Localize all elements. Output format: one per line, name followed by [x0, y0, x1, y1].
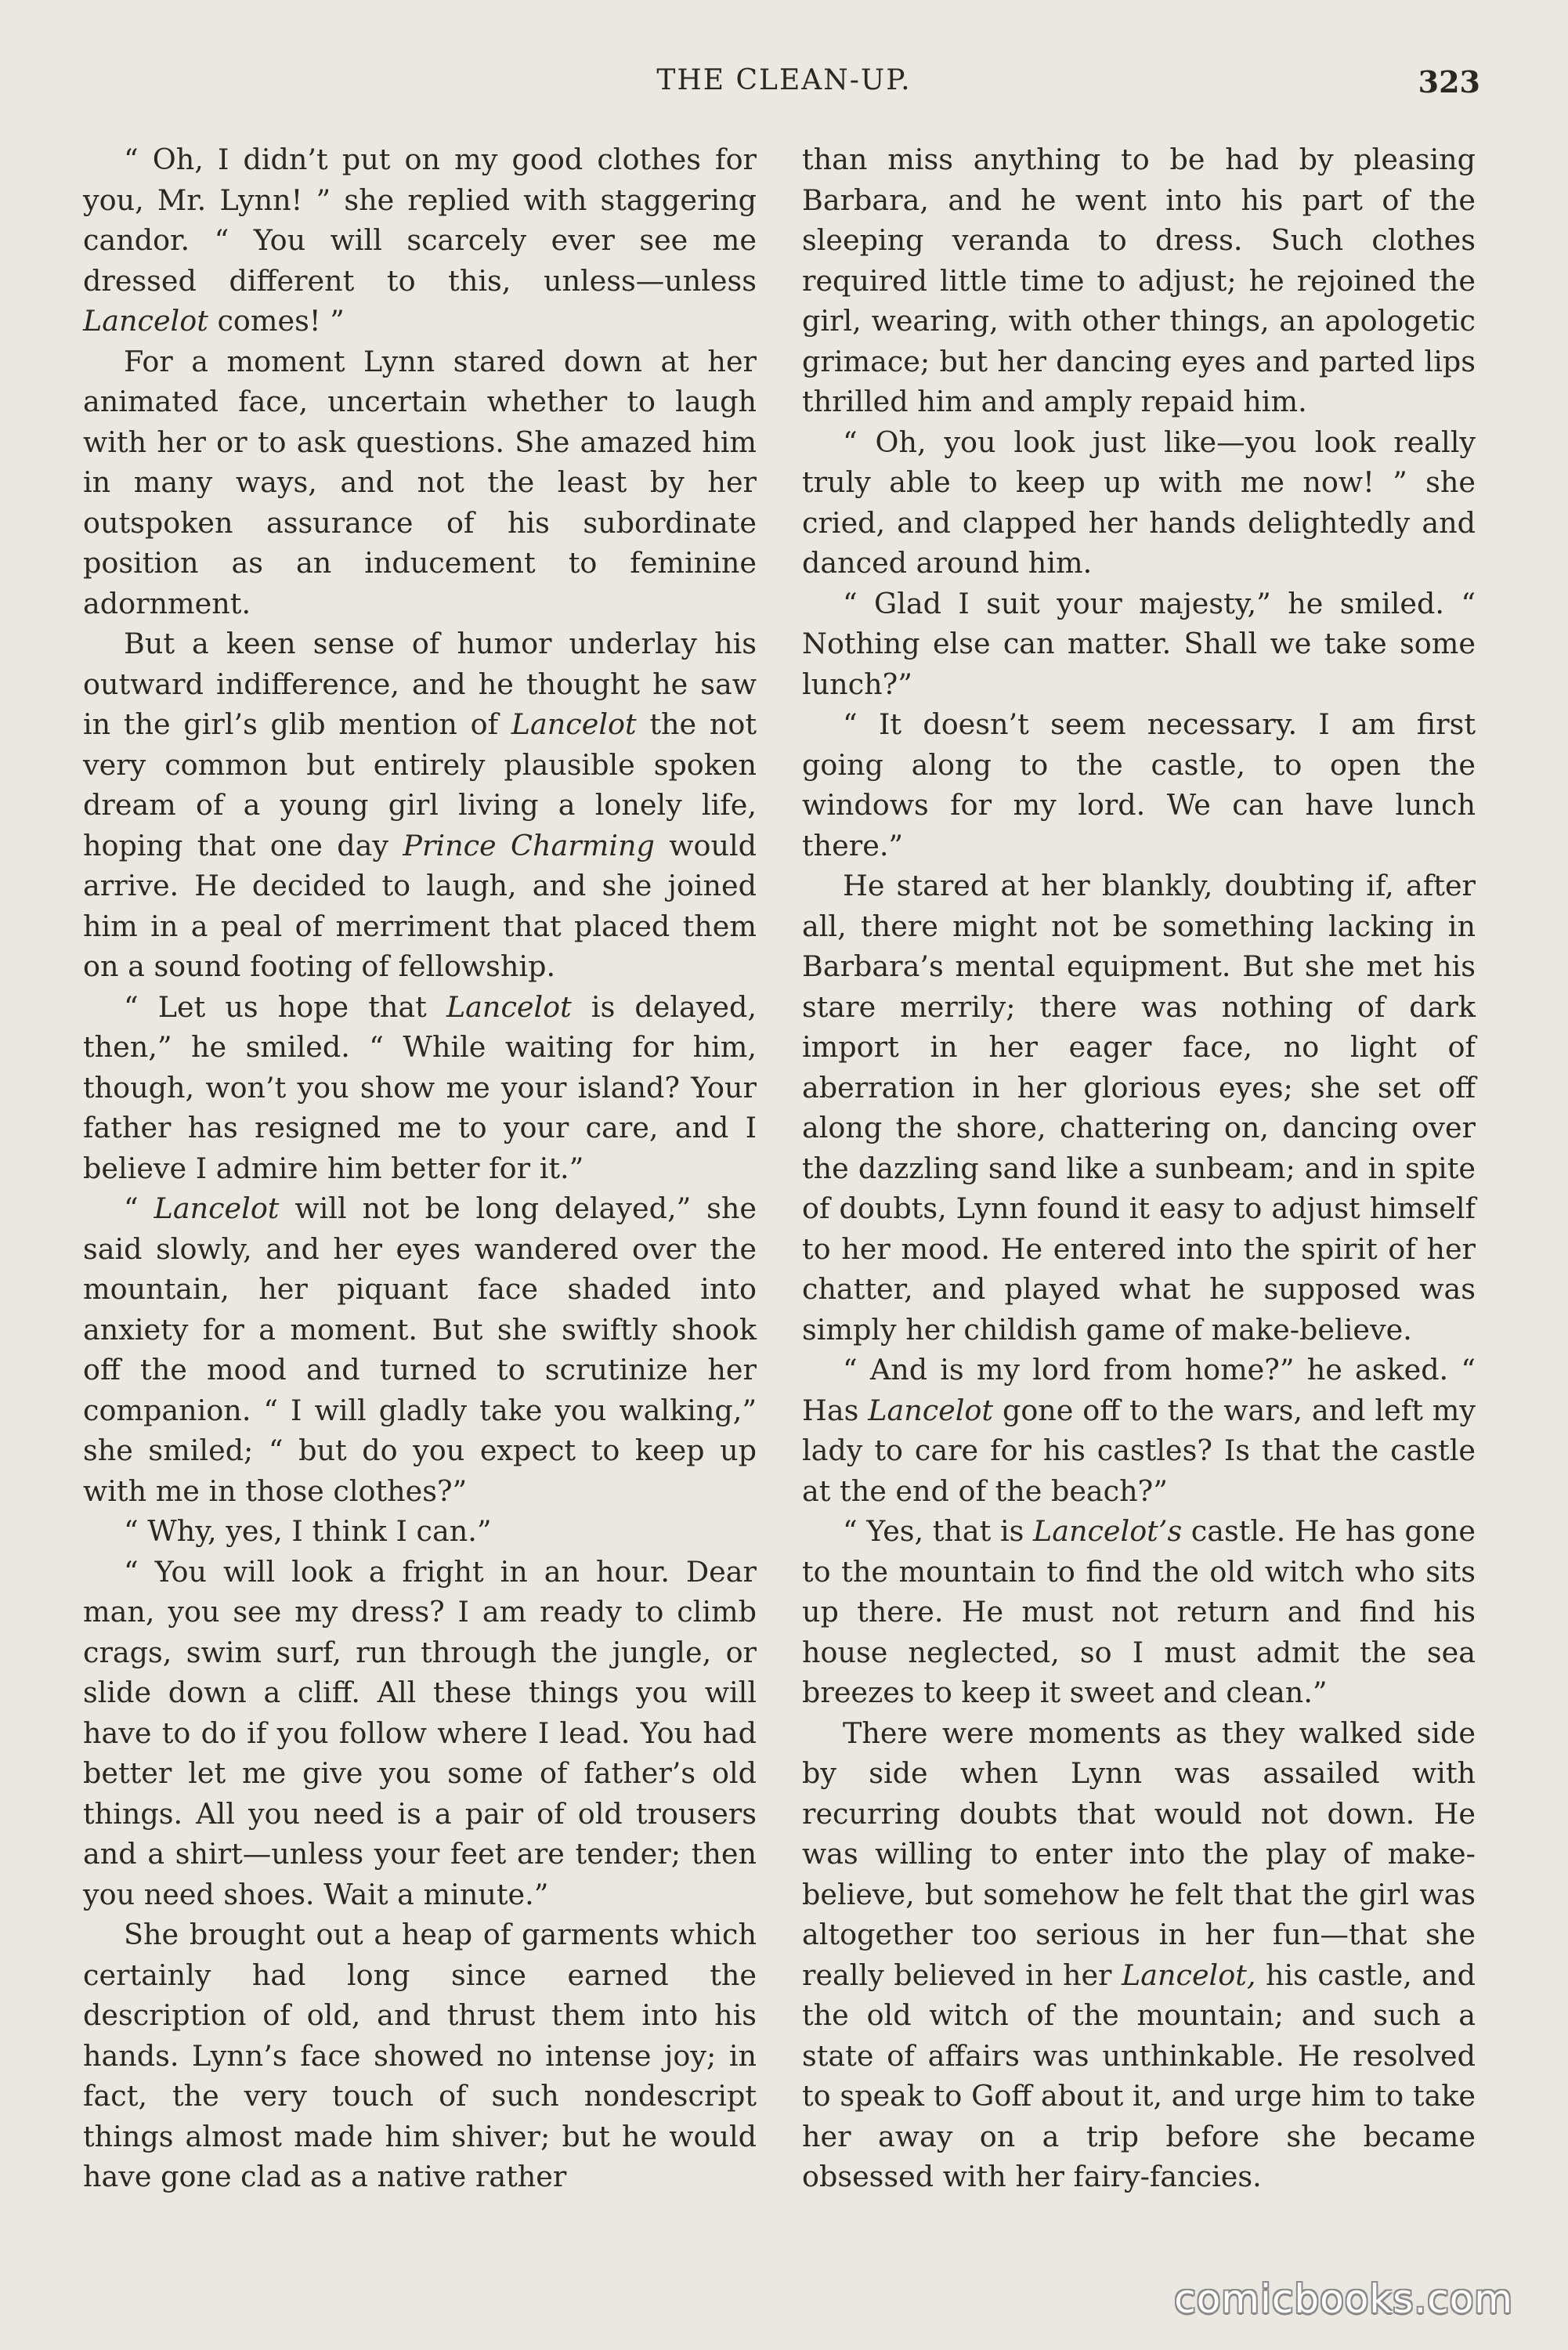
right-text-column	[802, 139, 1476, 2197]
italic-text: Prince Charming	[403, 828, 655, 862]
text-run: “ Oh, you look just like—you look really truly able to keep up with me now! ” she cried, and clapped her hands delightedly and danced around him.	[802, 425, 1476, 580]
text-run: “ Glad I suit your majesty,” he smiled. “ Nothing else can matter. Shall we take some lunch?”	[802, 586, 1476, 701]
italic-text: Lancelot	[154, 1191, 280, 1225]
paragraph	[83, 1188, 757, 1511]
text-run: the not very common but entirely plausible spoken dream of a young girl living a lonely life, hoping that one day	[83, 707, 757, 862]
paragraph	[802, 1713, 1476, 2197]
paragraph	[83, 987, 757, 1189]
text-run: She brought out a heap of garments which certainly had long since earned the description of old, and thrust them into his hands. Lynn’s face showed no intense joy; in fact, the very touch of such nondescript things almost made him shiver; but he would have gone clad as a native rather	[83, 1918, 757, 2193]
text-run: “ And is my lord from home?” he asked. “ Has	[802, 1353, 1476, 1427]
text-run: gone off to the wars, and left my lady to care for his castles? Is that the castle at the end of the beach?”	[802, 1393, 1476, 1508]
italic-text: Lancelot’s	[1032, 1514, 1183, 1548]
text-run: castle. He has gone to the mountain to find the old witch who sits up there. He must not return and find his house neglected, so I must admit the sea breezes to keep it sweet and clean.”	[802, 1514, 1476, 1709]
text-run: “ Let us hope that	[124, 989, 446, 1024]
page-number: 323	[1418, 64, 1480, 99]
paragraph	[802, 584, 1476, 705]
text-run: “	[124, 1191, 154, 1225]
text-run: “ It doesn’t seem necessary. I am first going along to the castle, to open the windows for my lord. We can have lunch there.”	[802, 707, 1476, 862]
paragraph	[802, 1511, 1476, 1713]
text-run: “ Why, yes, I think I can.”	[124, 1514, 492, 1548]
paragraph	[83, 1914, 757, 2197]
text-run: “ You will look a fright in an hour. Dear man, you see my dress? I am ready to climb crags, swim surf, run through the jungle, or slide down a cliff. All these things you will have to do if you follow where I lead. You had better let me give you some of father’s old things. All you need is a pair of old trousers and a shirt—unless your feet are tender; then you need shoes. Wait a minute.”	[83, 1554, 757, 1911]
paragraph	[802, 866, 1476, 1350]
page-header	[0, 64, 1568, 111]
running-head: THE CLEAN-UP.	[656, 64, 912, 96]
text-run: “ Yes, that is	[843, 1514, 1033, 1548]
paragraph	[802, 704, 1476, 866]
text-run: is delayed, then,” he smiled. “ While waiting for him, though, won’t you show me your island? Your father has resigned me to your care, and I believe I admire him better for it.”	[83, 989, 757, 1185]
paragraph	[802, 1350, 1476, 1511]
paragraph	[83, 1511, 757, 1552]
paragraph	[83, 624, 757, 987]
paragraph	[802, 422, 1476, 584]
text-run: would arrive. He decided to laugh, and she joined him in a peal of merriment that placed them on a sound footing of fellowship.	[83, 828, 757, 983]
italic-text: Lancelot	[511, 707, 637, 741]
text-run: But a keen sense of humor underlay his outward indifference, and he thought he saw in the girl’s glib mention of	[83, 627, 757, 741]
italic-text: Lancelot,	[1122, 1958, 1256, 1992]
text-run: comes! ”	[208, 304, 345, 338]
text-run: He stared at her blankly, doubting if, after all, there might not be something lacking in Barbara’s mental equipment. But she met his stare merrily; there was nothing of dark import in her eager face, no light of aberration in her glorious eyes; she set off along the shore, chattering on, dancing over the dazzling sand like a sunbeam; and in spite of doubts, Lynn found it easy to adjust himself to her mood. He entered into the spirit of her chatter, and played what he supposed was simply her childish game of make-believe.	[802, 869, 1476, 1347]
paragraph	[802, 139, 1476, 422]
paragraph	[83, 342, 757, 624]
text-run: “ Oh, I didn’t put on my good clothes for you, Mr. Lynn! ” she replied with staggering candor. “ You will scarcely ever see me dressed different to this, unless—unless	[83, 143, 757, 298]
text-run: than miss anything to be had by pleasing Barbara, and he went into his part of the sleeping veranda to dress. Such clothes required little time to adjust; he rejoined the girl, wearing, with other things, an apologetic grimace; but her dancing eyes and parted lips thrilled him and amply repaid him.	[802, 143, 1476, 418]
text-run: will not be long delayed,” she said slowly, and her eyes wandered over the mountain, her piquant face shaded into anxiety for a moment. But she swiftly shook off the mood and turned to scrutinize her companion. “ I will gladly take you walking,” she smiled; “ but do you expect to keep up with me in those clothes?”	[83, 1191, 757, 1508]
text-run: There were moments as they walked side by side when Lynn was assailed with recurring doubts that would not down. He was willing to enter into the play of make-believe, but somehow he felt that the girl was altogether too serious in her fun—that she really believed in her	[802, 1716, 1476, 1992]
paragraph	[83, 139, 757, 342]
left-text-column	[83, 139, 757, 2197]
paragraph	[83, 1552, 757, 1915]
text-run: For a moment Lynn stared down at her animated face, uncertain whether to laugh with her or to ask questions. She amazed him in many ways, and not the least by her outspoken assurance of his subordinate position as an inducement to feminine adornment.	[83, 344, 757, 620]
text-run: his castle, and the old witch of the mountain; and such a state of affairs was unthinkable. He resolved to speak to Goff about it, and urge him to take her away on a trip before she became obsessed with her fairy-fancies.	[802, 1958, 1476, 2193]
watermark: comicbooks.com	[1174, 2276, 1513, 2322]
italic-text: Lancelot	[83, 304, 208, 338]
italic-text: Lancelot	[446, 989, 572, 1024]
italic-text: Lancelot	[868, 1393, 994, 1427]
